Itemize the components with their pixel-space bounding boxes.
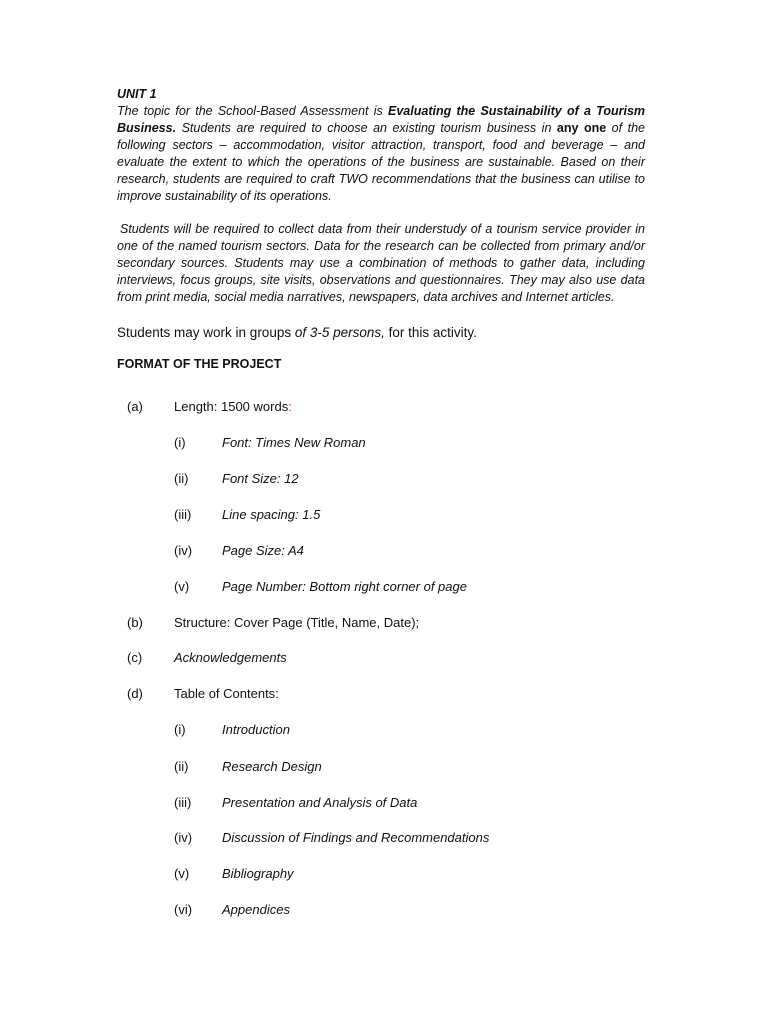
subitem-text: Page Number: Bottom right corner of page — [222, 579, 467, 594]
intro-p1-part-b: Students are required to choose an existing tourism business in — [176, 120, 557, 135]
intro-p1-any-one: any one — [556, 120, 607, 135]
subitem-label: (iii) — [174, 507, 192, 522]
subitem-text: Presentation and Analysis of Data — [222, 795, 418, 810]
intro-paragraph-2: Students will be required to collect data from their understudy of a tourism service provider in one of the named tourism sectors. Data for the research can be collected from primary and/or secondary sources. Students may use a combination of methods to gather data, including interviews, focus groups, site visits, observations and questionnaires. They may also use data from print media, social media narratives, newspapers, data archives and Internet articles. — [117, 222, 645, 305]
subitem-text: Font: Times New Roman — [222, 435, 366, 450]
item-label: (c) — [127, 650, 143, 665]
subitem-label: (i) — [174, 722, 186, 737]
item-text — [174, 398, 292, 416]
subitem-label: (vi) — [174, 902, 193, 917]
groups-size: of 3-5 persons, — [294, 324, 385, 340]
groups-prefix: Students may work in groups — [117, 324, 295, 340]
subitem-text: Bibliography — [222, 866, 294, 881]
length-text: Length: 1500 words — [174, 399, 289, 414]
item-text: Table of Contents: — [174, 686, 279, 701]
subitem-text: Font Size: 12 — [222, 471, 299, 486]
subitem-label: (i) — [174, 435, 186, 450]
subitem-text: Introduction — [222, 722, 290, 737]
intro-p1-topic: Evaluating the Sustainability of a Tourism Business. — [117, 104, 646, 135]
subitem-text: Page Size: A4 — [222, 543, 304, 558]
subitem-label: (iv) — [174, 543, 193, 558]
subitem-text: Appendices — [222, 902, 290, 917]
subitem-label: (iv) — [174, 830, 193, 845]
subitem-label: (ii) — [174, 471, 189, 486]
unit-title: UNIT 1 — [117, 87, 157, 101]
item-text: Acknowledgements — [174, 650, 287, 665]
length-colon: : — [288, 399, 292, 414]
item-text: Structure: Cover Page (Title, Name, Date); — [174, 615, 420, 630]
subitem-text: Discussion of Findings and Recommendations — [222, 830, 490, 845]
item-label: (a) — [127, 399, 143, 414]
item-label: (d) — [127, 686, 143, 701]
subitem-label: (v) — [174, 866, 190, 881]
intro-p1-part-a: The topic for the School-Based Assessment is — [117, 104, 389, 118]
subitem-text: Line spacing: 1.5 — [222, 507, 321, 522]
subitem-label: (ii) — [174, 759, 189, 774]
subitem-label: (iii) — [174, 795, 192, 810]
groups-suffix: for this activity. — [384, 324, 477, 340]
format-title: FORMAT OF THE PROJECT — [117, 357, 282, 372]
item-label: (b) — [127, 615, 143, 630]
subitem-text: Research Design — [222, 759, 322, 774]
subitem-label: (v) — [174, 579, 190, 594]
intro-p1-part-c: of the following sectors – accommodation, visitor attraction, transport, food and beverage – and evaluate the extent to which the operations of the business are sustainable. Based on their research, students are required to craft TWO recommendations that the business can utilise to improve sustainability of its operations. — [117, 120, 645, 203]
